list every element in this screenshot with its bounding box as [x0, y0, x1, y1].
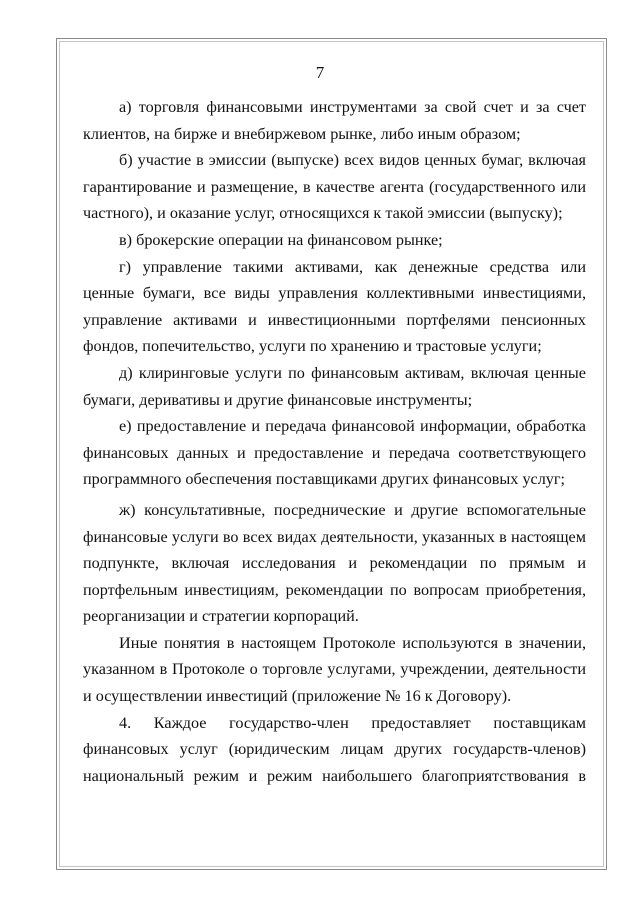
text-line: фондов, попечительство, услуги по хранению и трастовые услуги;: [83, 337, 542, 356]
text-line: частного), и оказание услуг, относящихся к такой эмиссии (выпуску);: [83, 204, 563, 223]
text-line: финансовых услуг (юридическим лицам других государств-членов): [83, 740, 586, 759]
text-line: финансовые услуги во всех видах деятельности, указанных в настоящем: [83, 527, 586, 546]
text-line: г) управление такими активами, как денежные средства или: [119, 257, 586, 276]
text-line: подпункте, включая исследования и рекомендации по прямым и: [83, 554, 586, 573]
text-line: указанном в Протоколе о торговле услугами, учреждении, деятельности: [83, 660, 586, 679]
paragraph: [83, 413, 586, 493]
text-line: программного обеспечения поставщиками других финансовых услуг;: [83, 470, 566, 489]
document-body: [83, 94, 586, 789]
text-line: бумаги, деривативы и другие финансовые инструменты;: [83, 390, 473, 409]
paragraph: [83, 497, 586, 630]
text-line: национальный режим и режим наибольшего благоприятствования в: [83, 766, 586, 785]
text-line: д) клиринговые услуги по финансовым активам, включая ценные: [119, 363, 586, 382]
text-line: е) предоставление и передача финансовой информации, обработка: [119, 417, 586, 436]
text-line: Иные понятия в настоящем Протоколе используются в значении,: [119, 633, 586, 652]
text-line: гарантирование и размещение, в качестве агента (государственного или: [83, 177, 586, 196]
text-line: в) брокерские операции на финансовом рынке;: [119, 230, 443, 249]
paragraph: [83, 254, 586, 360]
text-line: б) участие в эмиссии (выпуске) всех видов ценных бумаг, включая: [119, 151, 586, 170]
text-line: реорганизации и стратегии корпораций.: [83, 607, 359, 626]
paragraph: [83, 360, 586, 413]
text-line: 4. Каждое государство-член предоставляет поставщикам: [119, 713, 586, 732]
text-line: клиентов, на бирже и внебиржевом рынке, либо иным образом;: [83, 124, 521, 143]
text-line: финансовых данных и предоставление и передача соответствующего: [83, 443, 586, 462]
text-line: ценные бумаги, все виды управления коллективными инвестициями,: [83, 284, 586, 303]
paragraph: [83, 227, 586, 254]
paragraph: [83, 94, 586, 147]
text-line: а) торговля финансовыми инструментами за свой счет и за счет: [119, 98, 586, 116]
text-line: управление активами и инвестиционными портфелями пенсионных: [83, 310, 586, 329]
paragraph: [83, 630, 586, 710]
paragraph: [83, 147, 586, 227]
paragraph: [83, 710, 586, 790]
text-line: и осуществлении инвестиций (приложение № 16 к Договору).: [83, 687, 512, 706]
page-number: 7: [315, 63, 325, 82]
text-line: ж) консультативные, посреднические и другие вспомогательные: [119, 500, 586, 519]
text-line: портфельным инвестициям, рекомендации по вопросам приобретения,: [83, 580, 586, 599]
